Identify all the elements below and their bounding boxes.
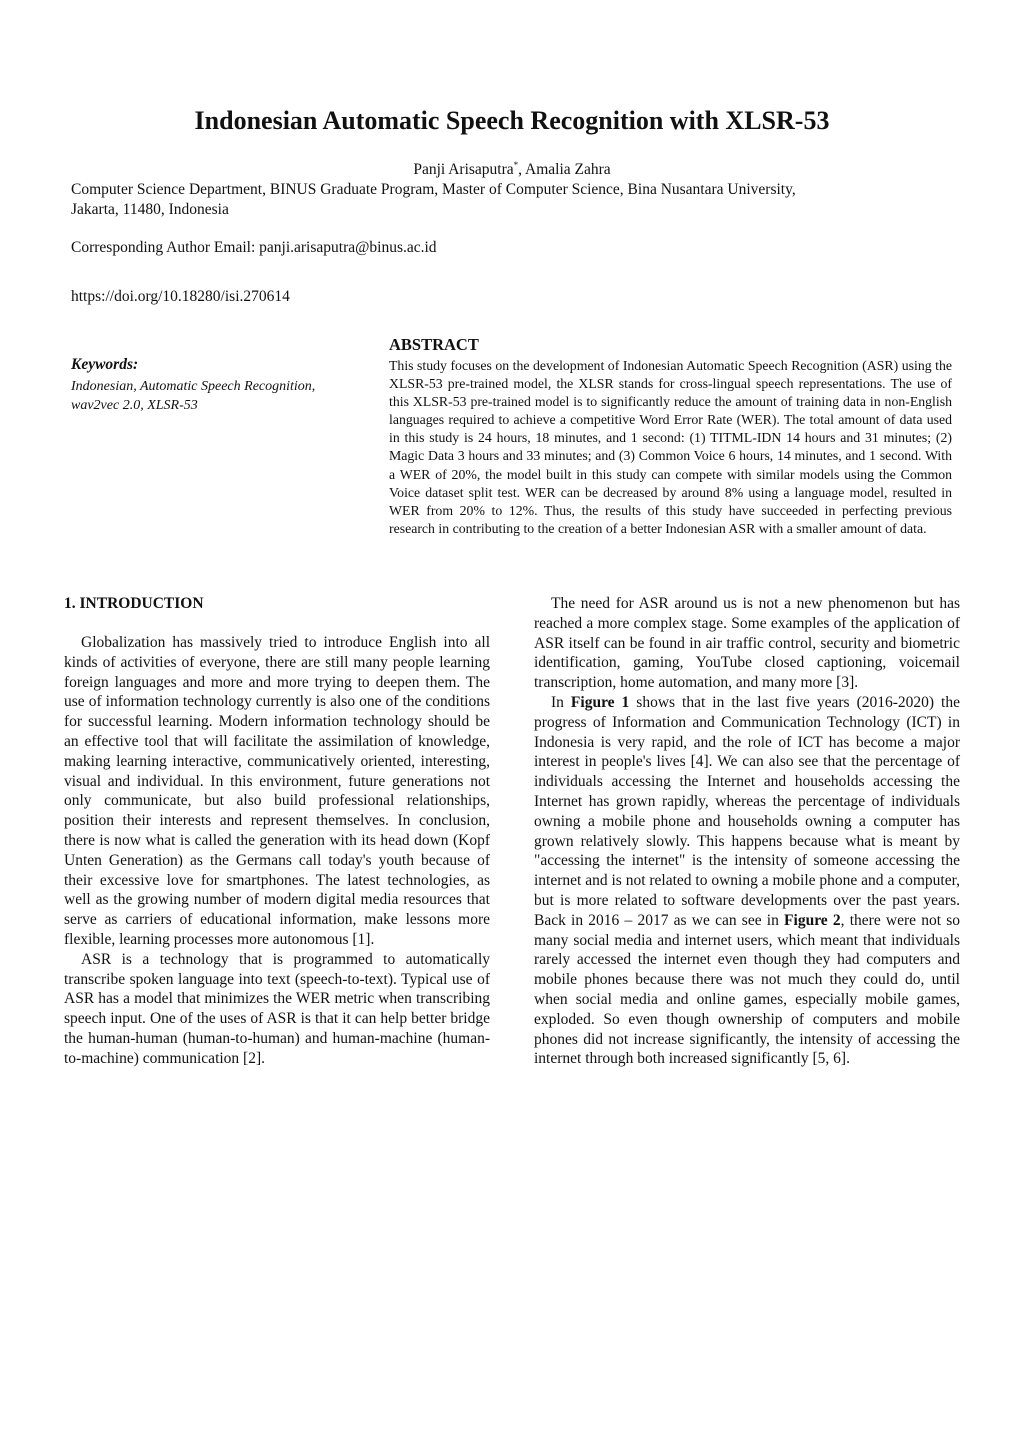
figure-1-reference: Figure 1 [570, 693, 630, 711]
affiliation [71, 180, 911, 220]
affiliation-line-2: Jakarta, 11480, Indonesia [71, 201, 229, 218]
abstract-heading: ABSTRACT [389, 335, 479, 354]
intro-paragraph-4 [534, 693, 960, 1069]
intro-paragraph-2: ASR is a technology that is programmed to automatically transcribe spoken language into text (speech-to-text). Typical use of ASR has a model that minimizes the WER metric when transcribing speech input. One of the uses of ASR is that it can help better bridge the human-human (human-to-human) and human-machine (human-to-machine) communication [2]. [64, 950, 490, 1067]
affiliation-line-1: Computer Science Department, BINUS Graduate Program, Master of Computer Science, Bina Nusantara University, [71, 181, 796, 198]
p4-text-c: , there were not so many social media and internet users, which meant that individuals rarely accessed the internet even though they had computers and mobile phones because there was not much they could do, until when social media and online games, especially mobile games, exploded. So even though ownership of computers and mobile phones did not increase significantly, the intensity of accessing the internet through both increased significantly [5, 6]. [534, 911, 961, 1068]
intro-paragraph-1: Globalization has massively tried to introduce English into all kinds of activities of everyone, there are still many people learning foreign languages and more and more trying to deepen them. The use of information technology currently is also one of the conditions for successful learning. Modern information technology should be an effective tool that will facilitate the assimilation of knowledge, making learning interactive, communicatively oriented, interesting, visual and individual. In this environment, future generations not only communicate, but also build professional relationships, position their interests and represent themselves. In conclusion, there is now what is called the generation with its head down (Kopf Unten Generation) as the Germans call today's youth because of their excessive love for smartphones. The latest technologies, as well as the growing number of modern digital media resources that serve as carriers of educational information, make lessons more flexible, learning processes more autonomous [1]. [64, 634, 490, 948]
abstract-text: This study focuses on the development of Indonesian Automatic Speech Recognition (ASR) using the XLSR-53 pre-trained model, the XLSR stands for cross-lingual speech representations. The use of this XLSR-53 pre-trained model is to significantly reduce the amount of training data in non-English languages required to achieve a competitive Word Error Rate (WER). The total amount of data used in this study is 24 hours, 18 minutes, and 1 second: (1) TITML-IDN 14 hours and 31 minutes; (2) Magic Data 3 hours and 33 minutes; and (3) Common Voice 6 hours, 14 minutes, and 1 second. With a WER of 20%, the model built in this study can compete with similar models using the Common Voice dataset split test. WER can be decreased by around 8% using a language model, resulted in WER from 20% to 12%. Thus, the results of this study have succeeded in perfecting previous research in contributing to the creation of a better Indonesian ASR with a smaller amount of data. [389, 358, 952, 536]
p4-text-b: shows that in the last five years (2016-2020) the progress of Information and Communication Technology (ICT) in Indonesia is very rapid, and the role of ICT has become a major interest in people's lives [4]. We can also see that the percentage of individuals accessing the Internet and households accessing the Internet has grown rapidly, whereas the percentage of individuals owning a mobile phone and households owning a computer has grown relatively slowly. This happens because what is meant by "accessing the internet" is the intensity of someone accessing the internet and is not related to owning a mobile phone and a computer, but is more related to software developments over the past years. Back in 2016 – 2017 as we can see in [534, 693, 960, 929]
intro-paragraph-3: The need for ASR around us is not a new phenomenon but has reached a more complex stage. Some examples of the application of ASR itself can be found in air traffic control, security and biometric identification, gaming, YouTube closed captioning, voicemail transcription, home automation, and many more [3]. [534, 595, 960, 692]
keywords-text: Indonesian, Automatic Speech Recognition, wav2vec 2.0, XLSR-53 [71, 379, 316, 413]
doi-link[interactable]: https://doi.org/10.18280/isi.270614 [71, 288, 290, 305]
p4-text-a: In [551, 693, 571, 711]
abstract-block [389, 335, 952, 538]
keywords-block [71, 356, 361, 415]
left-column [64, 594, 490, 1069]
corresponding-email: Corresponding Author Email: panji.arisaputra@binus.ac.id [71, 239, 437, 256]
corresponding-mark: * [513, 160, 519, 170]
keywords-heading: Keywords: [71, 356, 139, 373]
section-heading-introduction: 1. INTRODUCTION [64, 595, 204, 612]
author-primary: Panji Arisaputra [413, 161, 514, 179]
paper-title: Indonesian Automatic Speech Recognition with XLSR-53 [194, 106, 830, 135]
figure-2-reference: Figure 2 [784, 911, 841, 929]
author-secondary: , Amalia Zahra [518, 161, 611, 179]
right-column [534, 594, 960, 1069]
author-line [0, 160, 1024, 179]
